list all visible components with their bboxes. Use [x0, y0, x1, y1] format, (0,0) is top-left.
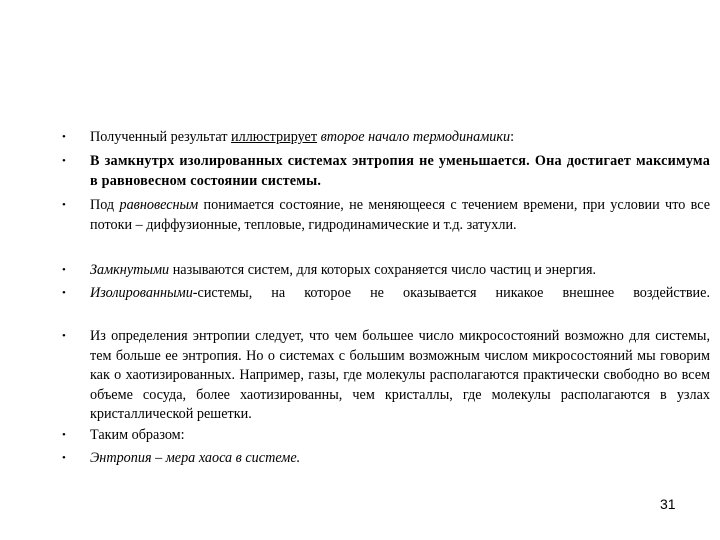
bullet-item-entropy-microstates: [62, 327, 710, 425]
text-italic: второе начало термодинамики: [317, 129, 511, 145]
bullet-item-thus: [62, 426, 710, 446]
text-italic: Изолированными: [90, 285, 193, 301]
bullet-item-closed-definition: [62, 261, 710, 281]
text-plain: Под: [90, 197, 120, 213]
bullet-text-italic: Энтропия – мера хаоса в системе.: [90, 450, 301, 466]
bullet-marker: •: [62, 330, 66, 342]
bullet-marker: •: [62, 155, 66, 167]
bullet-item-isolated-definition: [62, 284, 710, 304]
bullet-marker: •: [62, 199, 66, 211]
text-plain: -системы, на которое не оказывается никакое внешнее воздействие.: [192, 285, 710, 301]
bullet-text: [90, 128, 710, 148]
bullet-item-entropy-chaos: [62, 449, 710, 469]
bullet-item-equilibrium: [62, 196, 710, 235]
text-underlined: иллюстрирует: [231, 129, 318, 145]
bullet-text: Из определения энтропии следует, что чем большее число микросостояний возможно для системы, тем больше ее энтропия. Но о системах с большим возможным числом микросостояний мы говорим как о хаотизированных. Например, газы, где молекулы располагаются практически свободно во всем объеме сосуда, более хаотизированны, чем кристаллы, где молекулы располагаются в узлах кристаллической решетки.: [90, 328, 710, 422]
bullet-marker: •: [62, 429, 66, 441]
bullet-text: [90, 196, 710, 235]
text-plain: Полученный результат: [90, 129, 232, 145]
bullet-marker: •: [62, 287, 66, 299]
text-plain: :: [510, 129, 515, 145]
bullet-item-result: [62, 128, 710, 148]
bullet-item-closed-systems-law: [62, 152, 710, 191]
bullet-text: [90, 284, 710, 304]
text-plain: понимается состояние, не меняющееся с течением времени, при условии что все потоки – диффузионные, тепловые, гидродинамические и т.д. затухли.: [90, 197, 710, 233]
page-number: 31: [660, 496, 676, 512]
bullet-marker: •: [62, 452, 66, 464]
text-plain: называются систем, для которых сохраняется число частиц и энергия.: [169, 262, 597, 278]
text-italic: равновесным: [119, 197, 199, 213]
bullet-text-bold: В замкнутрх изолированных системах энтропия не уменьшается. Она достигает максимума в равновесном состоянии системы.: [90, 153, 710, 189]
bullet-text: [90, 261, 710, 281]
bullet-text: Таким образом:: [90, 427, 185, 443]
text-italic: Замкнутыми: [90, 262, 170, 278]
bullet-marker: •: [62, 264, 66, 276]
bullet-marker: •: [62, 131, 66, 143]
